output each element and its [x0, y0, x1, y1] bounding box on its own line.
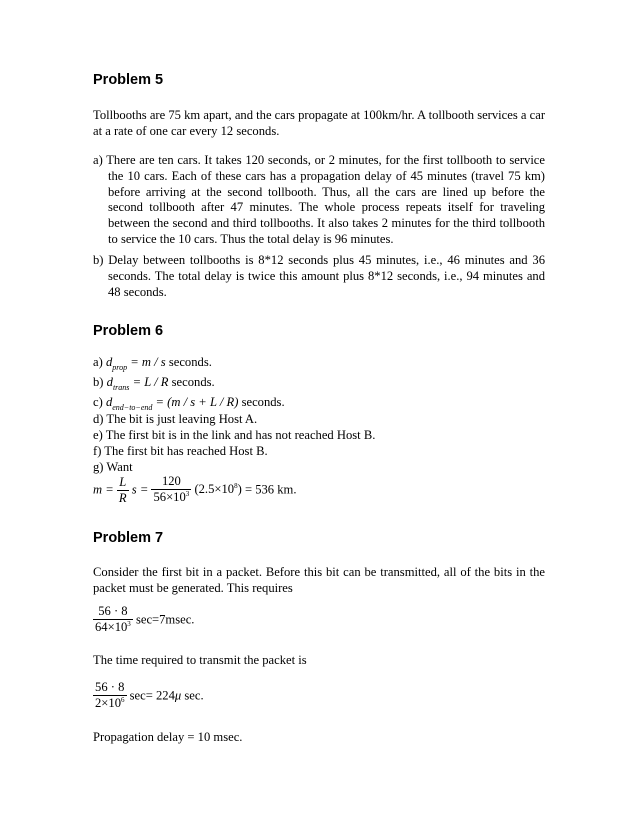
eq2-numerator: 56 · 8 [93, 680, 127, 696]
problem-6-part-g: g) Want [93, 460, 133, 474]
part-a-subscript: prop [112, 363, 128, 372]
equation-m: m = [93, 482, 114, 497]
fraction-120-numerator: 120 [151, 474, 191, 490]
part-b-d: d [106, 375, 113, 389]
part-b-subscript: trans [112, 383, 130, 392]
eq1-fraction [93, 604, 133, 637]
problem-6-part-d: d) The bit is just leaving Host A. [93, 412, 258, 426]
fraction-numerator: L [117, 475, 129, 491]
paren-term [194, 482, 241, 496]
problem-7-intro: Consider the first bit in a packet. Before this bit can be transmitted, all of the bits in the packet must be generated. This requires [93, 565, 545, 595]
part-b-unit: seconds. [171, 375, 215, 389]
eq2-denominator-base: 2×10 [95, 696, 121, 710]
part-a-unit: seconds. [168, 355, 212, 369]
problem-7-equation-2 [93, 680, 204, 713]
problem-5-part-a: a) There are ten cars. It takes 120 seconds, or 2 minutes, for the first tollbooth to service the 10 cars. Each of these cars has a propagation delay of 45 minutes (travel 75 km) before arriving at the second tollbooth. Thus, all the cars are lined up before the second tollbooth after 47 minutes. The whole process repeats itself for traveling between the second and third tollbooths. It also takes 2 minutes for the third tollbooth to service the 10 cars. Thus the total delay is 96 minutes. [93, 153, 545, 246]
part-a-label: a) [93, 355, 103, 369]
fraction-120 [151, 474, 191, 507]
problem-6-part-f: f) The first bit has reached Host B. [93, 444, 268, 458]
equation-s: s = [131, 482, 149, 497]
equation-result: = 536 km. [244, 482, 297, 497]
problem-6-equation [93, 474, 296, 507]
paren-base: (2.5×10 [194, 482, 235, 497]
part-c-expression: = (m / s + L / R) [155, 395, 239, 409]
eq2-mu: μ [174, 688, 182, 703]
eq1-denominator-exponent: 3 [127, 620, 131, 628]
part-b-expression: = L / R [132, 375, 169, 389]
problem-7-equation-1 [93, 604, 194, 637]
problem-5-heading: Problem 5 [93, 72, 164, 88]
denominator-exponent: 3 [185, 490, 190, 498]
problem-7-heading: Problem 7 [93, 530, 164, 546]
eq2-fraction [93, 680, 127, 713]
part-c-d: d [105, 395, 113, 409]
fraction-denominator: R [118, 491, 127, 505]
problem-6-heading: Problem 6 [93, 323, 164, 339]
part-c-unit: seconds. [241, 395, 285, 409]
problem-7-propagation-delay: Propagation delay = 10 msec. [93, 730, 243, 744]
problem-6-part-b [93, 375, 215, 392]
problem-7-transmit-text: The time required to transmit the packet is [93, 653, 307, 667]
part-a-d: d [105, 355, 113, 369]
eq1-denominator-base: 64×10 [95, 620, 128, 634]
eq2-denominator-exponent: 6 [121, 696, 125, 704]
eq2-denominator [93, 696, 127, 713]
problem-6-part-e: e) The first bit is in the link and has not reached Host B. [93, 428, 376, 442]
paren-exponent: 8 [234, 482, 238, 491]
problem-5-intro: Tollbooths are 75 km apart, and the cars propagate at 100km/hr. A tollbooth services a car at a rate of one car every 12 seconds. [93, 108, 546, 138]
problem-5-part-b: b) Delay between tollbooths is 8*12 seconds plus 45 minutes, i.e., 46 minutes and 36 seconds. The total delay is twice this amount plus 8*12 seconds, i.e., 94 minutes and 48 seconds. [93, 253, 545, 299]
part-c-label: c) [93, 395, 103, 409]
eq1-numerator: 56 · 8 [93, 604, 133, 620]
fraction-120-denominator [151, 490, 191, 507]
eq2-result-value: sec= 224 [129, 688, 175, 703]
problem-6-part-c [93, 395, 285, 412]
denominator-base: 56×10 [153, 490, 186, 504]
part-c-subscript: end−to−end [112, 403, 153, 412]
eq1-result: sec=7msec. [135, 612, 195, 627]
eq2-result-unit: sec. [184, 688, 204, 703]
part-b-label: b) [93, 375, 104, 389]
fraction-l-over-r [117, 475, 129, 506]
problem-6-part-a [93, 355, 212, 372]
eq1-denominator [93, 620, 133, 637]
paren-close: ) [237, 482, 242, 497]
part-a-expression: = m / s [130, 355, 166, 369]
